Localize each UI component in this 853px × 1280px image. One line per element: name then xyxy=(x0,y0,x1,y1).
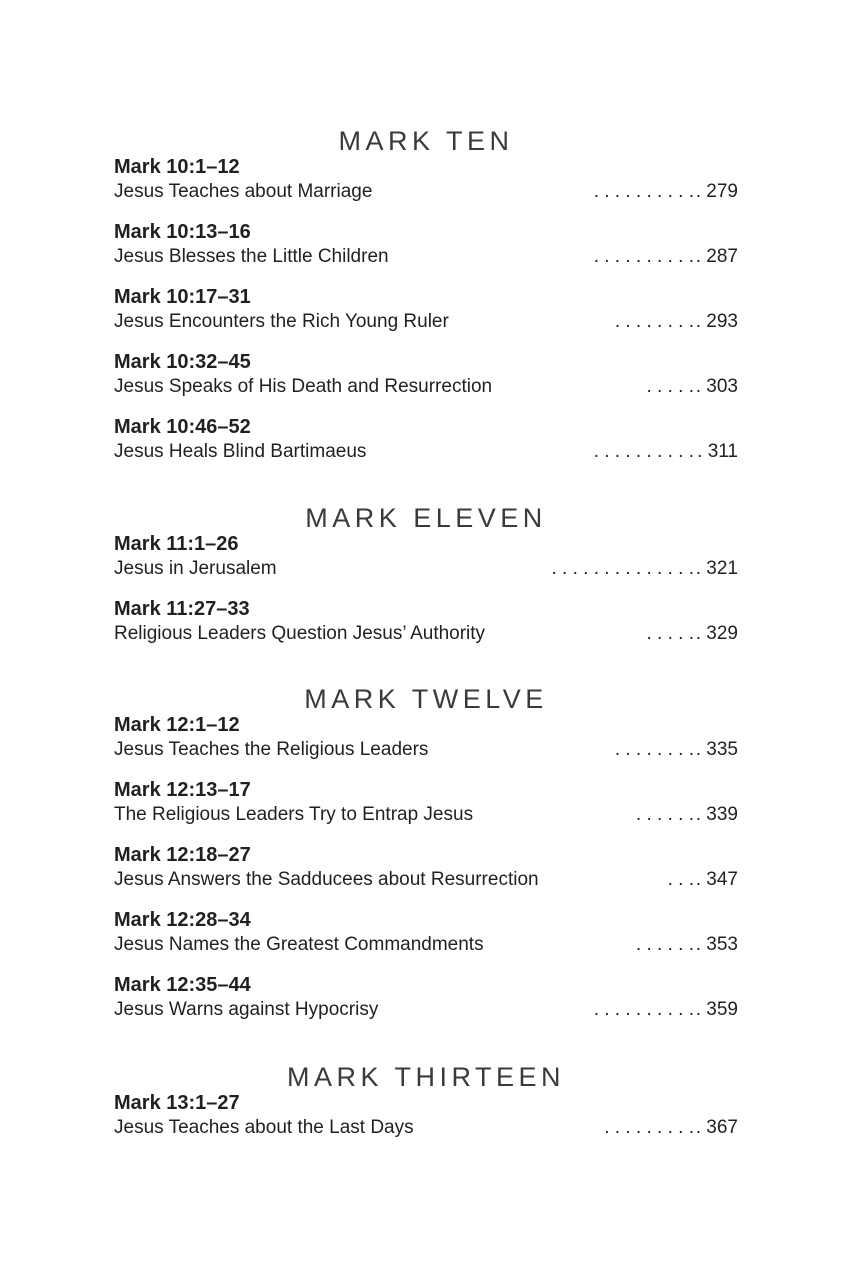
page-number: . 339 xyxy=(695,804,738,825)
entry-line xyxy=(114,439,738,465)
entry-title: Jesus Heals Blind Bartimaeus xyxy=(114,439,372,465)
page-number: . 367 xyxy=(695,1117,738,1138)
toc-entry[interactable] xyxy=(114,415,738,465)
entry-title: Jesus Warns against Hypocrisy xyxy=(114,997,384,1023)
toc-entry[interactable] xyxy=(114,220,738,270)
entry-line xyxy=(114,997,738,1023)
dot-leader: . . . xyxy=(667,869,694,890)
toc-entry[interactable] xyxy=(114,778,738,828)
scripture-reference: Mark 12:13–17 xyxy=(114,779,251,801)
toc-entry[interactable] xyxy=(114,713,738,763)
page-number: . 347 xyxy=(695,869,738,890)
dot-leader: . . . . . . . . xyxy=(614,739,694,760)
entry-line xyxy=(114,932,738,958)
entry-title: Jesus Speaks of His Death and Resurrection xyxy=(114,374,498,400)
page-number: . 353 xyxy=(695,934,738,955)
scripture-reference: Mark 12:18–27 xyxy=(114,844,251,866)
dot-leader: . . . . . . . . . . xyxy=(593,181,694,202)
entry-line xyxy=(114,737,738,763)
scripture-reference: Mark 12:35–44 xyxy=(114,974,251,996)
dot-leader: . . . . . . . . . . xyxy=(593,441,694,462)
dot-leader: . . . . . . . . xyxy=(614,311,694,332)
scripture-reference: Mark 10:13–16 xyxy=(114,221,251,243)
toc-entry[interactable] xyxy=(114,843,738,893)
scripture-reference: Mark 11:1–26 xyxy=(114,533,239,555)
dot-leader: . . . . . xyxy=(646,623,694,644)
toc-entry[interactable] xyxy=(114,155,738,205)
entry-title: Jesus Teaches about Marriage xyxy=(114,179,378,205)
scripture-reference: Mark 10:1–12 xyxy=(114,156,240,178)
entry-line xyxy=(114,802,738,828)
entry-line xyxy=(114,621,738,647)
dot-leader: . . . . . . xyxy=(635,934,694,955)
entry-line xyxy=(114,309,738,335)
dot-leader: . . . . . . . . . . xyxy=(593,999,694,1020)
dot-leader: . . . . . . . . . xyxy=(604,1117,694,1138)
entry-title: Jesus Encounters the Rich Young Ruler xyxy=(114,309,455,335)
page-number: . 287 xyxy=(695,246,738,267)
page-number: . 359 xyxy=(695,999,738,1020)
entry-line xyxy=(114,1115,738,1141)
page-number: . 329 xyxy=(695,623,738,644)
chapter-title: MARK TEN xyxy=(338,126,514,156)
entry-line xyxy=(114,179,738,205)
entry-line xyxy=(114,556,738,582)
dot-leader: . . . . . . xyxy=(635,804,694,825)
page-number: . 303 xyxy=(695,376,738,397)
entry-title: Jesus Answers the Sadducees about Resurrection xyxy=(114,867,545,893)
toc-entry[interactable] xyxy=(114,350,738,400)
scripture-reference: Mark 11:27–33 xyxy=(114,598,250,620)
scripture-reference: Mark 10:46–52 xyxy=(114,416,251,438)
dot-leader: . . . . . . . . . . xyxy=(593,246,694,267)
scripture-reference: Mark 10:17–31 xyxy=(114,286,251,308)
dot-leader: . . . . . xyxy=(646,376,694,397)
page-number: . 335 xyxy=(695,739,738,760)
entry-line xyxy=(114,244,738,270)
scripture-reference: Mark 12:28–34 xyxy=(114,909,251,931)
page-number: . 321 xyxy=(695,558,738,579)
entry-title: Jesus Teaches the Religious Leaders xyxy=(114,737,434,763)
entry-title: Jesus Names the Greatest Commandments xyxy=(114,932,490,958)
entry-title: Religious Leaders Question Jesus’ Authority xyxy=(114,621,491,647)
entry-title: Jesus in Jerusalem xyxy=(114,556,283,582)
entry-title: Jesus Blesses the Little Children xyxy=(114,244,395,270)
chapter-title: MARK THIRTEEN xyxy=(286,1062,566,1092)
page-number: . 311 xyxy=(697,441,738,462)
toc-entry[interactable] xyxy=(114,1091,738,1141)
entry-line xyxy=(114,867,738,893)
toc-entry[interactable] xyxy=(114,973,738,1023)
scripture-reference: Mark 12:1–12 xyxy=(114,714,240,736)
chapter-title: MARK ELEVEN xyxy=(305,503,547,533)
toc-entry[interactable] xyxy=(114,285,738,335)
toc-entry[interactable] xyxy=(114,532,738,582)
entry-line xyxy=(114,374,738,400)
page-number: . 279 xyxy=(695,181,738,202)
scripture-reference: Mark 10:32–45 xyxy=(114,351,251,373)
scripture-reference: Mark 13:1–27 xyxy=(114,1092,240,1114)
entry-title: The Religious Leaders Try to Entrap Jesus xyxy=(114,802,479,828)
toc-entry[interactable] xyxy=(114,908,738,958)
toc-entry[interactable] xyxy=(114,597,738,647)
dot-leader: . . . . . . . . . . . . . . xyxy=(551,558,694,579)
chapter-title: MARK TWELVE xyxy=(304,684,548,714)
entry-title: Jesus Teaches about the Last Days xyxy=(114,1115,420,1141)
page-number: . 293 xyxy=(695,311,738,332)
